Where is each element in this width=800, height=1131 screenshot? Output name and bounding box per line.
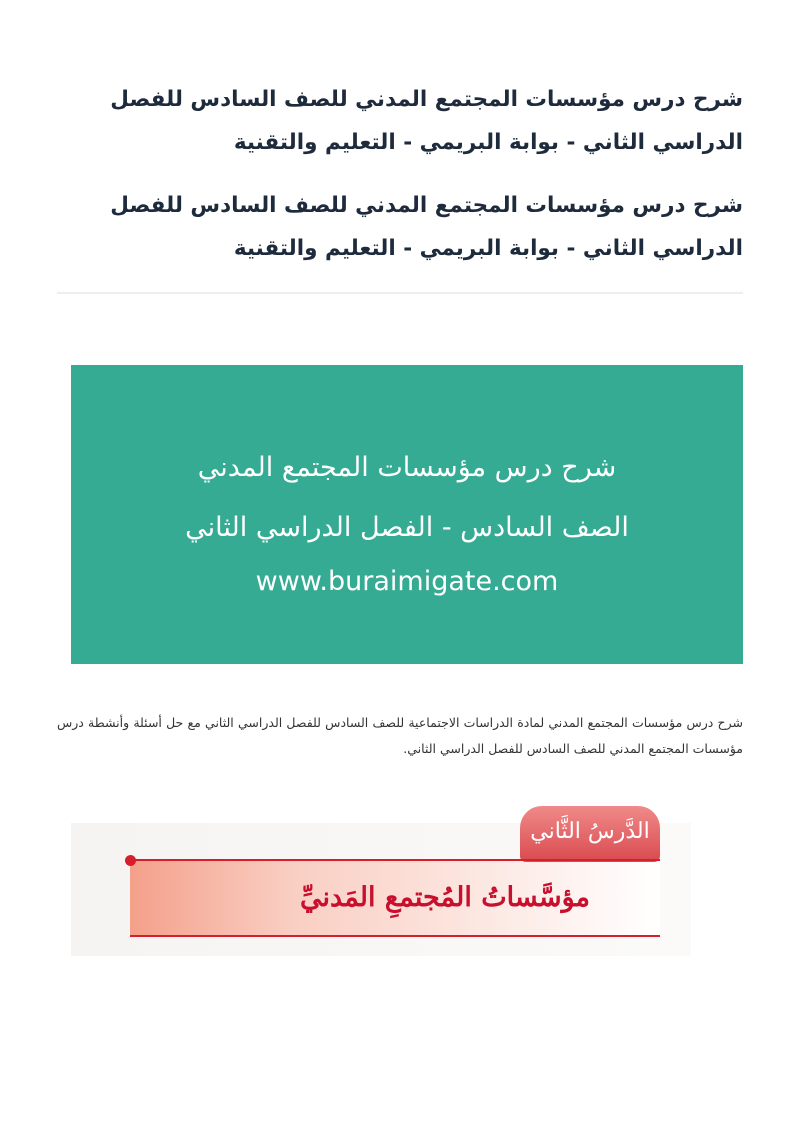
lesson-number-tab: الدَّرسُ الثَّاني: [520, 806, 660, 862]
banner-line-grade: الصف السادس - الفصل الدراسي الثاني: [185, 512, 629, 543]
banner-line-website: www.buraimigate.com: [255, 566, 559, 597]
lesson-title-graphic: [71, 786, 691, 956]
article-subtitle-text: شرح درس مؤسسات المجتمع المدني للصف السادس للفصل الدراسي الثاني - بوابة البريمي - التعليم والتقنية: [110, 193, 743, 261]
lesson-title-text: مؤسَّساتُ المُجتمعِ المَدنيِّ: [300, 882, 590, 913]
banner-line-title: شرح درس مؤسسات المجتمع المدني: [197, 452, 617, 483]
article-title: [57, 78, 743, 164]
article-subtitle: [57, 184, 743, 270]
article-description: شرح درس مؤسسات المجتمع المدني لمادة الدراسات الاجتماعية للصف السادس للفصل الدراسي الثاني مع حل أسئلة وأنشطة درس مؤسسات المجتمع المدني للصف السادس للفصل الدراسي الثاني.: [57, 714, 743, 756]
article-title-text: شرح درس مؤسسات المجتمع المدني للصف السادس للفصل الدراسي الثاني - بوابة البريمي - التعليم والتقنية: [110, 87, 743, 155]
section-divider: [57, 292, 743, 294]
